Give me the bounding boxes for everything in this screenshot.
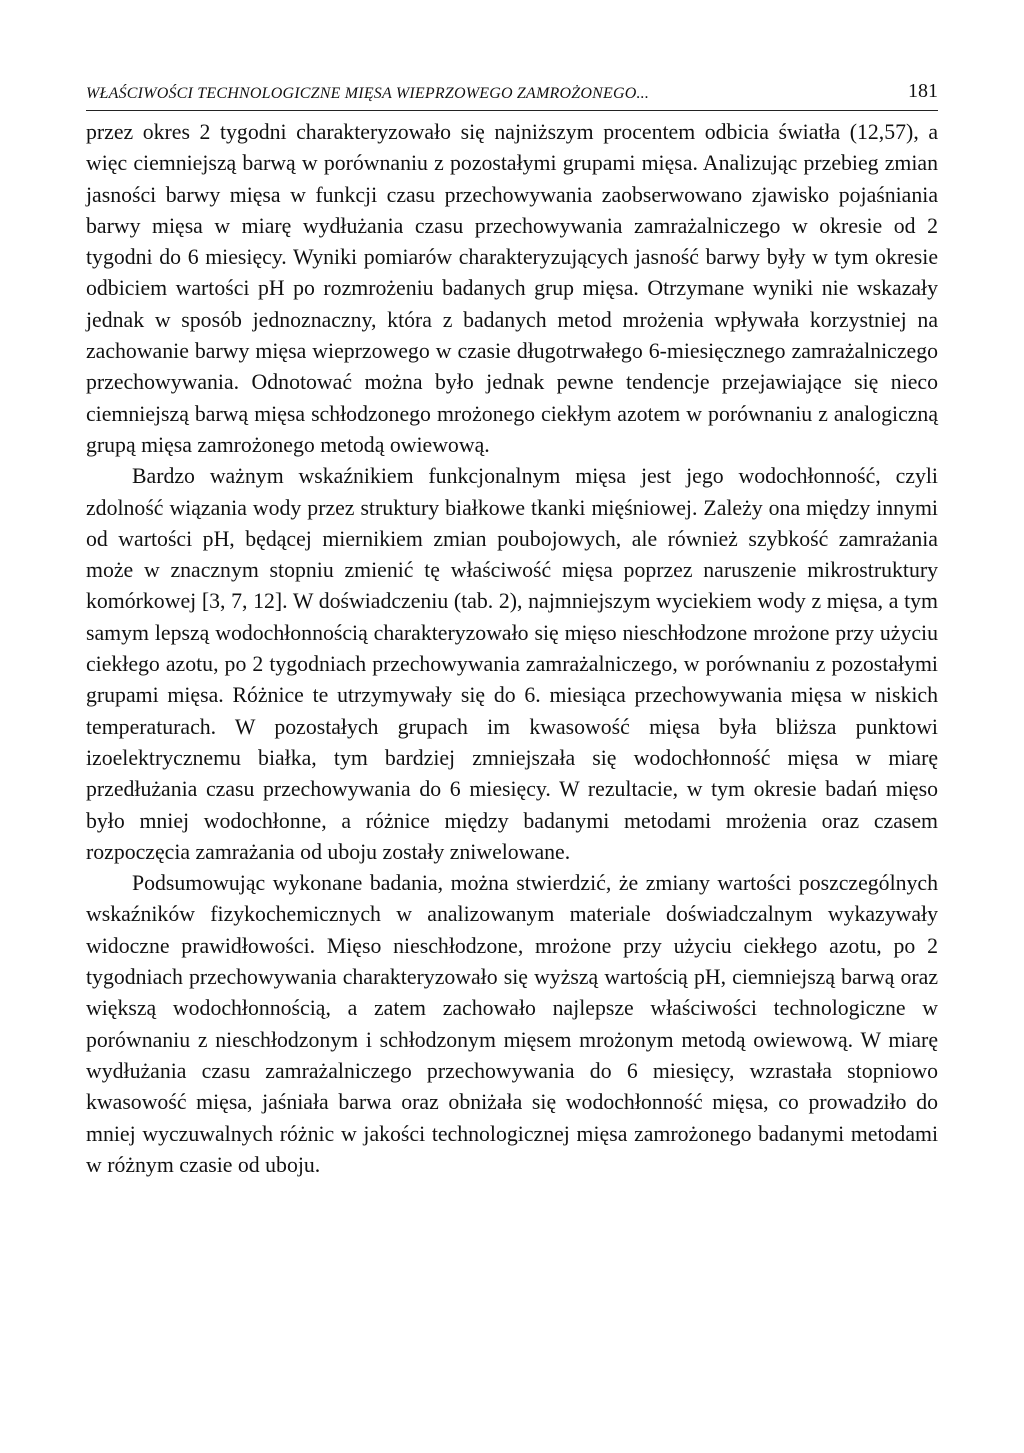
- running-header: [86, 70, 938, 111]
- body-text: [86, 117, 938, 1181]
- paragraph-continuation: przez okres 2 tygodni charakteryzowało się najniższym procentem odbicia światła (12,57), a więc ciemniejszą barwą w porównaniu z pozostałymi grupami mięsa. Analizując przebieg zmian jasności barwy mięsa w funkcji czasu przechowywania zaobserwowano zjawisko pojaśniania barwy mięsa w miarę wydłużania czasu przechowywania zamrażalniczego w okresie od 2 tygodni do 6 miesięcy. Wyniki pomiarów charakteryzujących jasność barwy były w tym okresie odbiciem wartości pH po rozmrożeniu badanych grup mięsa. Otrzymane wyniki nie wskazały jednak w sposób jednoznaczny, która z badanych metod mrożenia wpływała korzystniej na zachowanie barwy mięsa wieprzowego w czasie długotrwałego 6-miesięcznego zamrażalniczego przechowywania. Odnotować można było jednak pewne tendencje przejawiające się nieco ciemniejszą barwą mięsa schłodzonego mrożonego ciekłym azotem w porównaniu z analogiczną grupą mięsa zamrożonego metodą owiewową.: [86, 120, 938, 457]
- page: [86, 70, 938, 1181]
- page-number: 181: [908, 80, 938, 102]
- paragraph-summary: Podsumowując wykonane badania, można stwierdzić, że zmiany wartości poszczególnych wskaźników fizykochemicznych w analizowanym materiale doświadczalnym wykazywały widoczne prawidłowości. Mięso nieschłodzone, mrożone przy użyciu ciekłego azotu, po 2 tygodniach przechowywania charakteryzowało się wyższą wartością pH, ciemniejszą barwą oraz większą wodochłonnością, a zatem zachowało najlepsze właściwości technologiczne w porównaniu z nieschłodzonym i schłodzonym mięsem mrożonym metodą owiewową. W miarę wydłużania czasu zamrażalniczego przechowywania do 6 miesięcy, wzrastała stopniowo kwasowość mięsa, jaśniała barwa oraz obniżała się wodochłonność mięsa, co prowadziło do mniej wyczuwalnych różnic w jakości technologicznej mięsa zamrożonego badanymi metodami w różnym czasie od uboju.: [86, 871, 938, 1177]
- running-title: WŁAŚCIWOŚCI TECHNOLOGICZNE MIĘSA WIEPRZOWEGO ZAMROŻONEGO...: [86, 85, 650, 102]
- paragraph-water-holding: Bardzo ważnym wskaźnikiem funkcjonalnym mięsa jest jego wodochłonność, czyli zdolność wiązania wody przez struktury białkowe tkanki mięśniowej. Zależy ona między innymi od wartości pH, będącej miernikiem zmian poubojowych, ale również szybkość zamrażania może w znacznym stopniu zmienić tę właściwość mięsa poprzez naruszenie mikrostruktury komórkowej [3, 7, 12]. W doświadczeniu (tab. 2), najmniejszym wyciekiem wody z mięsa, a tym samym lepszą wodochłonnością charakteryzowało się mięso nieschłodzone mrożone przy użyciu ciekłego azotu, po 2 tygodniach przechowywania zamrażalniczego, w porównaniu z pozostałymi grupami mięsa. Różnice te utrzymywały się do 6. miesiąca przechowywania mięsa w niskich temperaturach. W pozostałych grupach im kwasowość mięsa była bliższa punktowi izoelektrycznemu białka, tym bardziej zmniejszała się wodochłonność mięsa w miarę przedłużania czasu przechowywania do 6 miesięcy. W rezultacie, w tym okresie badań mięso było mniej wodochłonne, a różnice między badanymi metodami mrożenia oraz czasem rozpoczęcia zamrażania od uboju zostały zniwelowane.: [86, 464, 938, 864]
